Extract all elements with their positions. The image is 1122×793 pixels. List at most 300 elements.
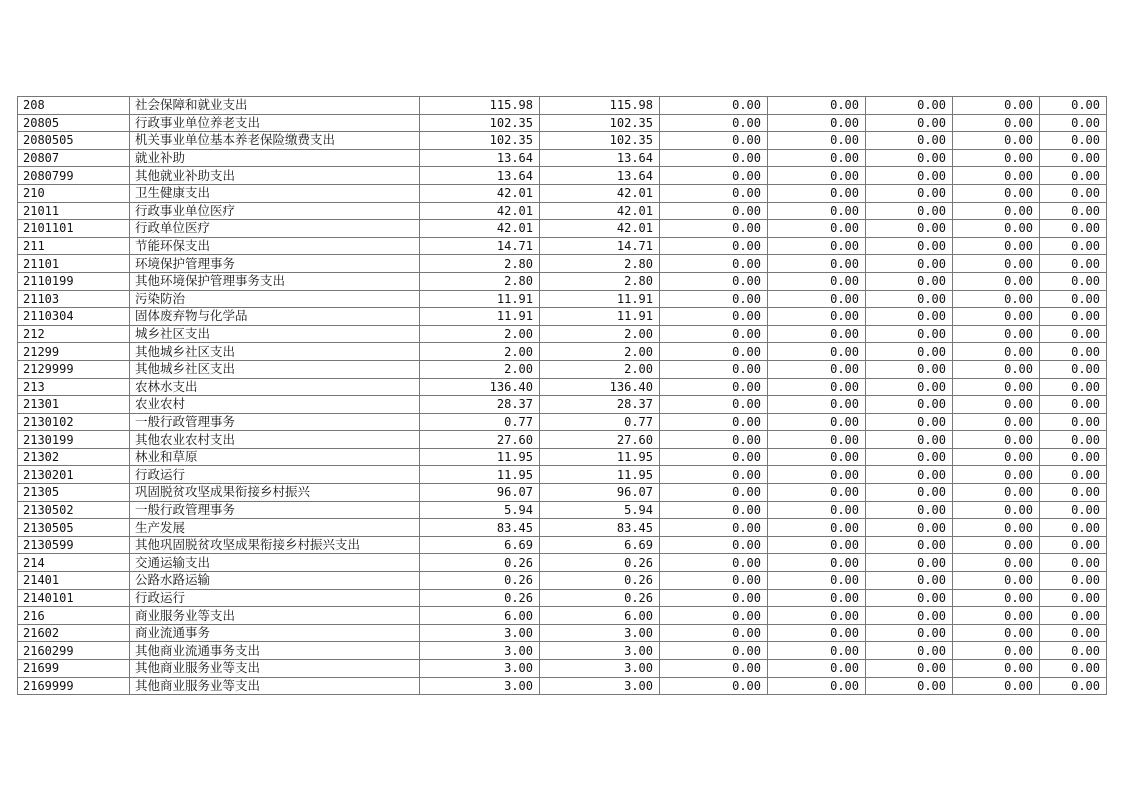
amount-cell-4: 0.00 [768,167,866,185]
table-row [18,272,1107,290]
total-amount-cell: 42.01 [420,202,540,220]
subject-code-cell: 21305 [18,484,130,502]
amount-cell-3: 0.00 [660,290,768,308]
total-amount-cell: 13.64 [420,149,540,167]
table-row [18,360,1107,378]
amount-cell-4: 0.00 [768,431,866,449]
amount-cell-7: 0.00 [1040,149,1107,167]
amount-cell-7: 0.00 [1040,360,1107,378]
amount-cell-6: 0.00 [953,220,1040,238]
subject-code-cell: 20807 [18,149,130,167]
amount-cell-3: 0.00 [660,554,768,572]
basic-expenditure-cell: 3.00 [540,642,660,660]
amount-cell-3: 0.00 [660,413,768,431]
amount-cell-4: 0.00 [768,237,866,255]
basic-expenditure-cell: 2.80 [540,255,660,273]
amount-cell-3: 0.00 [660,114,768,132]
amount-cell-6: 0.00 [953,519,1040,537]
amount-cell-7: 0.00 [1040,431,1107,449]
amount-cell-5: 0.00 [866,572,953,590]
amount-cell-4: 0.00 [768,554,866,572]
subject-name-cell: 一般行政管理事务 [130,413,420,431]
amount-cell-6: 0.00 [953,114,1040,132]
amount-cell-4: 0.00 [768,378,866,396]
subject-name-cell: 行政运行 [130,466,420,484]
amount-cell-7: 0.00 [1040,378,1107,396]
subject-name-cell: 农林水支出 [130,378,420,396]
amount-cell-3: 0.00 [660,501,768,519]
amount-cell-6: 0.00 [953,484,1040,502]
total-amount-cell: 115.98 [420,97,540,115]
amount-cell-4: 0.00 [768,607,866,625]
amount-cell-3: 0.00 [660,149,768,167]
amount-cell-4: 0.00 [768,466,866,484]
total-amount-cell: 2.80 [420,255,540,273]
amount-cell-7: 0.00 [1040,308,1107,326]
subject-name-cell: 商业流通事务 [130,624,420,642]
table-row [18,660,1107,678]
amount-cell-4: 0.00 [768,360,866,378]
total-amount-cell: 2.80 [420,272,540,290]
subject-code-cell: 21302 [18,448,130,466]
amount-cell-4: 0.00 [768,149,866,167]
amount-cell-3: 0.00 [660,519,768,537]
amount-cell-3: 0.00 [660,360,768,378]
amount-cell-6: 0.00 [953,272,1040,290]
amount-cell-3: 0.00 [660,167,768,185]
amount-cell-3: 0.00 [660,677,768,695]
subject-name-cell: 农业农村 [130,396,420,414]
amount-cell-4: 0.00 [768,660,866,678]
amount-cell-7: 0.00 [1040,413,1107,431]
subject-code-cell: 2101101 [18,220,130,238]
amount-cell-6: 0.00 [953,308,1040,326]
amount-cell-6: 0.00 [953,184,1040,202]
subject-code-cell: 2169999 [18,677,130,695]
amount-cell-4: 0.00 [768,343,866,361]
amount-cell-3: 0.00 [660,272,768,290]
subject-code-cell: 212 [18,325,130,343]
subject-code-cell: 21699 [18,660,130,678]
subject-code-cell: 2130505 [18,519,130,537]
amount-cell-6: 0.00 [953,660,1040,678]
subject-name-cell: 卫生健康支出 [130,184,420,202]
table-row [18,378,1107,396]
total-amount-cell: 11.91 [420,290,540,308]
amount-cell-5: 0.00 [866,431,953,449]
amount-cell-7: 0.00 [1040,114,1107,132]
table-row [18,677,1107,695]
subject-code-cell: 21602 [18,624,130,642]
subject-name-cell: 固体废弃物与化学品 [130,308,420,326]
amount-cell-6: 0.00 [953,202,1040,220]
amount-cell-4: 0.00 [768,202,866,220]
basic-expenditure-cell: 3.00 [540,624,660,642]
table-row [18,343,1107,361]
amount-cell-7: 0.00 [1040,396,1107,414]
table-row [18,484,1107,502]
amount-cell-3: 0.00 [660,466,768,484]
basic-expenditure-cell: 2.00 [540,343,660,361]
amount-cell-7: 0.00 [1040,184,1107,202]
subject-code-cell: 211 [18,237,130,255]
total-amount-cell: 2.00 [420,325,540,343]
subject-code-cell: 2130199 [18,431,130,449]
table-row [18,149,1107,167]
amount-cell-6: 0.00 [953,132,1040,150]
amount-cell-4: 0.00 [768,308,866,326]
amount-cell-3: 0.00 [660,572,768,590]
basic-expenditure-cell: 136.40 [540,378,660,396]
amount-cell-7: 0.00 [1040,237,1107,255]
amount-cell-6: 0.00 [953,343,1040,361]
basic-expenditure-cell: 0.26 [540,572,660,590]
amount-cell-5: 0.00 [866,237,953,255]
amount-cell-3: 0.00 [660,325,768,343]
amount-cell-4: 0.00 [768,184,866,202]
subject-name-cell: 其他商业流通事务支出 [130,642,420,660]
basic-expenditure-cell: 11.95 [540,448,660,466]
amount-cell-5: 0.00 [866,308,953,326]
amount-cell-7: 0.00 [1040,325,1107,343]
amount-cell-7: 0.00 [1040,255,1107,273]
amount-cell-3: 0.00 [660,378,768,396]
amount-cell-7: 0.00 [1040,343,1107,361]
amount-cell-5: 0.00 [866,272,953,290]
amount-cell-5: 0.00 [866,114,953,132]
table-row [18,255,1107,273]
subject-name-cell: 社会保障和就业支出 [130,97,420,115]
subject-name-cell: 其他商业服务业等支出 [130,677,420,695]
amount-cell-6: 0.00 [953,431,1040,449]
subject-name-cell: 交通运输支出 [130,554,420,572]
amount-cell-3: 0.00 [660,97,768,115]
total-amount-cell: 3.00 [420,677,540,695]
amount-cell-6: 0.00 [953,149,1040,167]
subject-name-cell: 其他环境保护管理事务支出 [130,272,420,290]
subject-code-cell: 20805 [18,114,130,132]
total-amount-cell: 42.01 [420,184,540,202]
table-row [18,536,1107,554]
amount-cell-3: 0.00 [660,448,768,466]
table-row [18,413,1107,431]
amount-cell-4: 0.00 [768,97,866,115]
total-amount-cell: 6.69 [420,536,540,554]
total-amount-cell: 11.91 [420,308,540,326]
amount-cell-7: 0.00 [1040,642,1107,660]
table-row [18,114,1107,132]
table-row [18,554,1107,572]
total-amount-cell: 136.40 [420,378,540,396]
amount-cell-5: 0.00 [866,624,953,642]
amount-cell-7: 0.00 [1040,484,1107,502]
basic-expenditure-cell: 0.26 [540,554,660,572]
subject-code-cell: 2130102 [18,413,130,431]
amount-cell-7: 0.00 [1040,466,1107,484]
amount-cell-6: 0.00 [953,97,1040,115]
amount-cell-6: 0.00 [953,536,1040,554]
subject-code-cell: 213 [18,378,130,396]
table-row [18,519,1107,537]
table-row [18,97,1107,115]
amount-cell-6: 0.00 [953,448,1040,466]
table-row [18,466,1107,484]
amount-cell-7: 0.00 [1040,448,1107,466]
subject-code-cell: 2080505 [18,132,130,150]
amount-cell-4: 0.00 [768,220,866,238]
subject-code-cell: 2140101 [18,589,130,607]
amount-cell-6: 0.00 [953,624,1040,642]
subject-code-cell: 214 [18,554,130,572]
basic-expenditure-cell: 0.77 [540,413,660,431]
amount-cell-7: 0.00 [1040,202,1107,220]
basic-expenditure-cell: 6.69 [540,536,660,554]
basic-expenditure-cell: 83.45 [540,519,660,537]
amount-cell-4: 0.00 [768,255,866,273]
amount-cell-4: 0.00 [768,325,866,343]
subject-code-cell: 2130599 [18,536,130,554]
subject-name-cell: 其他农业农村支出 [130,431,420,449]
amount-cell-4: 0.00 [768,484,866,502]
amount-cell-5: 0.00 [866,132,953,150]
total-amount-cell: 102.35 [420,114,540,132]
subject-name-cell: 巩固脱贫攻坚成果衔接乡村振兴 [130,484,420,502]
amount-cell-4: 0.00 [768,624,866,642]
subject-name-cell: 生产发展 [130,519,420,537]
amount-cell-3: 0.00 [660,132,768,150]
table-row [18,220,1107,238]
subject-code-cell: 2130201 [18,466,130,484]
total-amount-cell: 14.71 [420,237,540,255]
amount-cell-7: 0.00 [1040,132,1107,150]
basic-expenditure-cell: 42.01 [540,220,660,238]
subject-name-cell: 商业服务业等支出 [130,607,420,625]
table-row [18,448,1107,466]
subject-name-cell: 节能环保支出 [130,237,420,255]
amount-cell-5: 0.00 [866,167,953,185]
subject-name-cell: 其他商业服务业等支出 [130,660,420,678]
amount-cell-6: 0.00 [953,325,1040,343]
amount-cell-3: 0.00 [660,431,768,449]
total-amount-cell: 96.07 [420,484,540,502]
subject-code-cell: 21401 [18,572,130,590]
amount-cell-6: 0.00 [953,378,1040,396]
amount-cell-6: 0.00 [953,466,1040,484]
amount-cell-3: 0.00 [660,536,768,554]
basic-expenditure-cell: 102.35 [540,114,660,132]
amount-cell-3: 0.00 [660,255,768,273]
amount-cell-5: 0.00 [866,396,953,414]
amount-cell-5: 0.00 [866,202,953,220]
amount-cell-3: 0.00 [660,220,768,238]
amount-cell-3: 0.00 [660,237,768,255]
amount-cell-4: 0.00 [768,536,866,554]
amount-cell-7: 0.00 [1040,97,1107,115]
subject-code-cell: 208 [18,97,130,115]
amount-cell-6: 0.00 [953,607,1040,625]
subject-name-cell: 公路水路运输 [130,572,420,590]
amount-cell-5: 0.00 [866,220,953,238]
amount-cell-3: 0.00 [660,589,768,607]
basic-expenditure-cell: 13.64 [540,167,660,185]
amount-cell-5: 0.00 [866,378,953,396]
amount-cell-6: 0.00 [953,237,1040,255]
subject-code-cell: 21299 [18,343,130,361]
total-amount-cell: 13.64 [420,167,540,185]
amount-cell-5: 0.00 [866,290,953,308]
total-amount-cell: 3.00 [420,624,540,642]
subject-code-cell: 2080799 [18,167,130,185]
amount-cell-4: 0.00 [768,677,866,695]
amount-cell-5: 0.00 [866,554,953,572]
basic-expenditure-cell: 3.00 [540,677,660,695]
total-amount-cell: 6.00 [420,607,540,625]
table-row [18,396,1107,414]
amount-cell-3: 0.00 [660,396,768,414]
amount-cell-5: 0.00 [866,607,953,625]
table-row [18,237,1107,255]
subject-code-cell: 2110304 [18,308,130,326]
amount-cell-4: 0.00 [768,519,866,537]
table-row [18,132,1107,150]
amount-cell-7: 0.00 [1040,572,1107,590]
subject-name-cell: 一般行政管理事务 [130,501,420,519]
amount-cell-5: 0.00 [866,97,953,115]
amount-cell-6: 0.00 [953,255,1040,273]
amount-cell-4: 0.00 [768,114,866,132]
total-amount-cell: 11.95 [420,448,540,466]
basic-expenditure-cell: 6.00 [540,607,660,625]
amount-cell-6: 0.00 [953,572,1040,590]
amount-cell-7: 0.00 [1040,677,1107,695]
subject-code-cell: 210 [18,184,130,202]
subject-name-cell: 污染防治 [130,290,420,308]
amount-cell-5: 0.00 [866,343,953,361]
amount-cell-6: 0.00 [953,554,1040,572]
basic-expenditure-cell: 2.00 [540,360,660,378]
amount-cell-6: 0.00 [953,589,1040,607]
subject-code-cell: 2160299 [18,642,130,660]
amount-cell-7: 0.00 [1040,554,1107,572]
total-amount-cell: 3.00 [420,660,540,678]
subject-name-cell: 其他城乡社区支出 [130,343,420,361]
amount-cell-5: 0.00 [866,501,953,519]
total-amount-cell: 5.94 [420,501,540,519]
table-row [18,202,1107,220]
amount-cell-3: 0.00 [660,308,768,326]
amount-cell-6: 0.00 [953,501,1040,519]
amount-cell-3: 0.00 [660,642,768,660]
amount-cell-6: 0.00 [953,677,1040,695]
table-row [18,501,1107,519]
amount-cell-4: 0.00 [768,290,866,308]
basic-expenditure-cell: 13.64 [540,149,660,167]
total-amount-cell: 27.60 [420,431,540,449]
subject-name-cell: 就业补助 [130,149,420,167]
amount-cell-5: 0.00 [866,255,953,273]
total-amount-cell: 28.37 [420,396,540,414]
table-row [18,642,1107,660]
subject-name-cell: 林业和草原 [130,448,420,466]
table-row [18,607,1107,625]
amount-cell-6: 0.00 [953,396,1040,414]
table-row [18,184,1107,202]
total-amount-cell: 0.26 [420,554,540,572]
expenditure-table [17,96,1107,695]
basic-expenditure-cell: 27.60 [540,431,660,449]
table-row [18,290,1107,308]
subject-name-cell: 其他就业补助支出 [130,167,420,185]
amount-cell-5: 0.00 [866,184,953,202]
basic-expenditure-cell: 3.00 [540,660,660,678]
subject-name-cell: 城乡社区支出 [130,325,420,343]
subject-code-cell: 2129999 [18,360,130,378]
total-amount-cell: 0.26 [420,589,540,607]
basic-expenditure-cell: 2.80 [540,272,660,290]
amount-cell-6: 0.00 [953,642,1040,660]
total-amount-cell: 0.26 [420,572,540,590]
basic-expenditure-cell: 28.37 [540,396,660,414]
amount-cell-4: 0.00 [768,132,866,150]
amount-cell-4: 0.00 [768,413,866,431]
basic-expenditure-cell: 11.95 [540,466,660,484]
amount-cell-7: 0.00 [1040,220,1107,238]
amount-cell-4: 0.00 [768,572,866,590]
amount-cell-6: 0.00 [953,167,1040,185]
table-row [18,431,1107,449]
table-row [18,325,1107,343]
amount-cell-6: 0.00 [953,360,1040,378]
amount-cell-7: 0.00 [1040,589,1107,607]
amount-cell-5: 0.00 [866,660,953,678]
basic-expenditure-cell: 11.91 [540,290,660,308]
subject-name-cell: 环境保护管理事务 [130,255,420,273]
subject-code-cell: 21103 [18,290,130,308]
subject-name-cell: 其他巩固脱贫攻坚成果衔接乡村振兴支出 [130,536,420,554]
table-row [18,624,1107,642]
amount-cell-6: 0.00 [953,413,1040,431]
subject-code-cell: 2110199 [18,272,130,290]
total-amount-cell: 2.00 [420,360,540,378]
amount-cell-5: 0.00 [866,519,953,537]
total-amount-cell: 11.95 [420,466,540,484]
subject-code-cell: 21301 [18,396,130,414]
amount-cell-5: 0.00 [866,360,953,378]
amount-cell-4: 0.00 [768,272,866,290]
amount-cell-3: 0.00 [660,202,768,220]
amount-cell-7: 0.00 [1040,167,1107,185]
amount-cell-3: 0.00 [660,607,768,625]
amount-cell-5: 0.00 [866,589,953,607]
subject-code-cell: 216 [18,607,130,625]
basic-expenditure-cell: 14.71 [540,237,660,255]
amount-cell-4: 0.00 [768,501,866,519]
amount-cell-5: 0.00 [866,677,953,695]
amount-cell-7: 0.00 [1040,660,1107,678]
basic-expenditure-cell: 42.01 [540,184,660,202]
amount-cell-5: 0.00 [866,466,953,484]
amount-cell-5: 0.00 [866,642,953,660]
amount-cell-5: 0.00 [866,448,953,466]
amount-cell-3: 0.00 [660,660,768,678]
amount-cell-7: 0.00 [1040,536,1107,554]
amount-cell-3: 0.00 [660,184,768,202]
subject-name-cell: 机关事业单位基本养老保险缴费支出 [130,132,420,150]
table-row [18,589,1107,607]
total-amount-cell: 2.00 [420,343,540,361]
amount-cell-3: 0.00 [660,343,768,361]
subject-code-cell: 21101 [18,255,130,273]
